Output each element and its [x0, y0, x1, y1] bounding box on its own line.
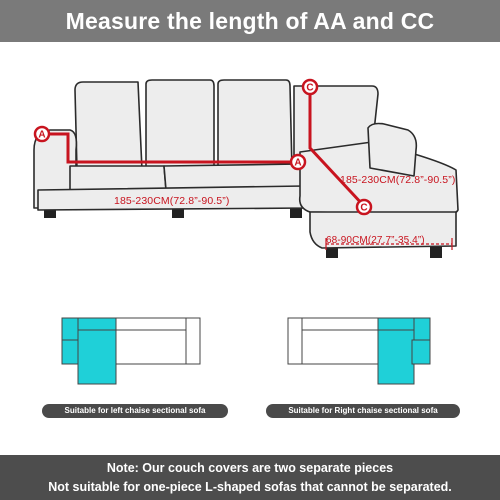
- footer-note-line-2: Not suitable for one-piece L-shaped sofas that cannot be separated.: [48, 480, 452, 494]
- left-chaise-seat-highlight: [78, 330, 116, 384]
- marker-a-right: [291, 155, 305, 169]
- back-cushion: [218, 80, 292, 170]
- marker-c-bottom: [357, 200, 371, 214]
- left-chaise-sofa-back: [116, 318, 186, 330]
- right-chaise-back-highlight: [378, 318, 414, 330]
- right-chaise-label: Suitable for Right chaise sectional sofa: [266, 404, 460, 418]
- chaise-width-label: 68-90CM(27.7”-35.4”): [326, 235, 425, 246]
- right-chaise-sofa-seat: [302, 330, 378, 364]
- left-chaise-diagram: [62, 318, 200, 384]
- right-chaise-diagram: [288, 318, 430, 384]
- marker-a-left: [35, 127, 49, 141]
- left-chaise-sofa-seat: [116, 330, 186, 364]
- back-cushion: [146, 80, 214, 170]
- right-chaise-armrest-highlight: [414, 318, 430, 340]
- svg-text:C: C: [360, 202, 368, 214]
- marker-c-top: [303, 80, 317, 94]
- svg-text:A: A: [294, 157, 302, 169]
- footer-note-line-1: Note: Our couch covers are two separate pieces: [106, 461, 394, 475]
- aa-length-label: 185-230CM(72.8”-90.5”): [114, 195, 230, 207]
- svg-text:C: C: [306, 82, 314, 94]
- left-chaise-label: Suitable for left chaise sectional sofa: [42, 404, 228, 418]
- right-armrest: [368, 124, 416, 177]
- right-chaise-sofa-arm: [288, 318, 302, 364]
- cc-length-label: 185-230CM(72.8”-90.5”): [340, 174, 456, 186]
- sofa-leg: [430, 246, 442, 258]
- left-chaise-back-highlight: [78, 318, 116, 330]
- right-chaise-seat-highlight: [378, 330, 414, 384]
- right-chaise-sofa-back: [302, 318, 378, 330]
- left-chaise-sofa-arm: [186, 318, 200, 364]
- back-cushion: [75, 82, 142, 170]
- left-chaise-armrest-highlight: [62, 318, 78, 340]
- page-title: Measure the length of AA and CC: [65, 8, 435, 34]
- svg-text:A: A: [38, 129, 46, 141]
